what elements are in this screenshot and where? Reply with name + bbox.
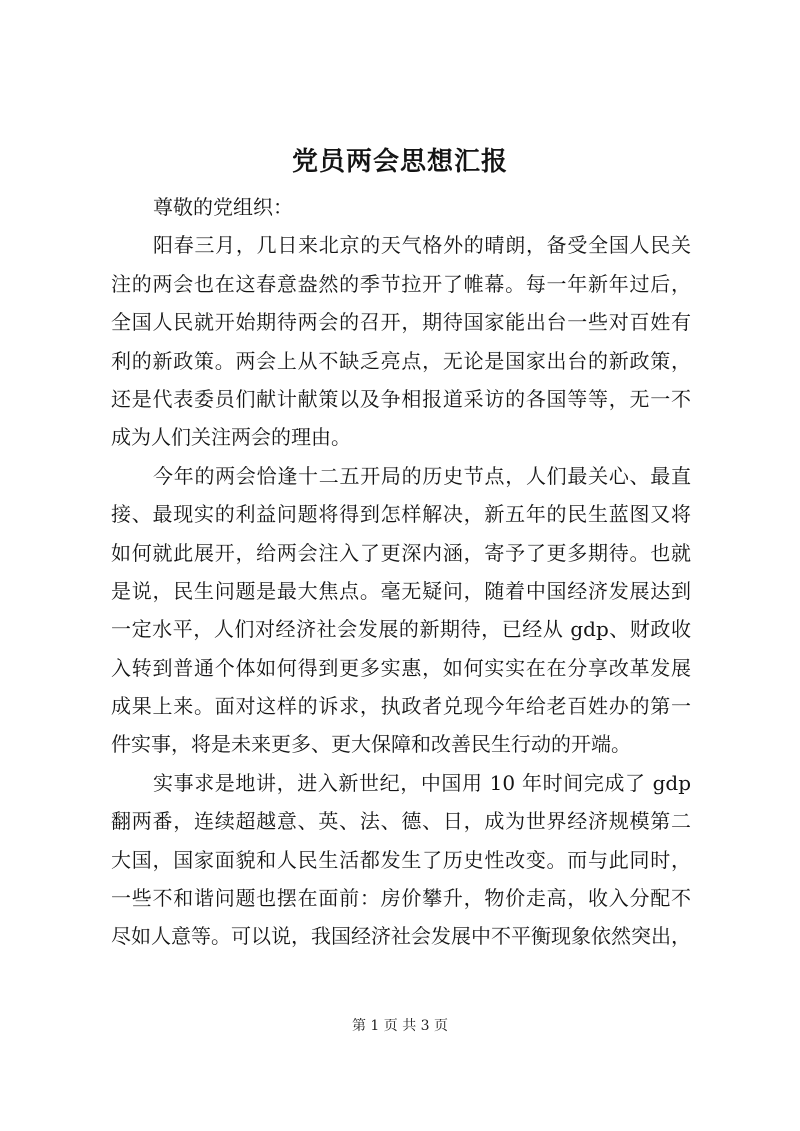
paragraph-line: 实事求是地讲，进入新世纪，中国用 10 年时间完成了 gdp xyxy=(153,770,691,795)
paragraph-line: 尽如人意等。可以说，我国经济社会发展中不平衡现象依然突出， xyxy=(111,924,691,949)
paragraph-line: 一些不和谐问题也摆在面前：房价攀升，物价走高，收入分配不 xyxy=(111,886,691,911)
paragraph-line: 利的新政策。两会上从不缺乏亮点，无论是国家出台的新政策， xyxy=(111,348,691,373)
paragraph-line: 是说，民生问题是最大焦点。毫无疑问，随着中国经济发展达到 xyxy=(111,578,691,603)
paragraph-line: 接、最现实的利益问题将得到怎样解决，新五年的民生蓝图又将 xyxy=(111,502,691,527)
paragraph-line: 一定水平，人们对经济社会发展的新期待，已经从 gdp、财政收 xyxy=(111,617,691,642)
paragraph-line: 注的两会也在这春意盎然的季节拉开了帷幕。每一年新年过后， xyxy=(111,271,691,296)
paragraph-line: 成为人们关注两会的理由。 xyxy=(111,425,351,450)
paragraph-3 xyxy=(111,764,691,956)
paragraph-line: 成果上来。面对这样的诉求，执政者兑现今年给老百姓办的第一 xyxy=(111,694,691,719)
paragraph-line: 如何就此展开，给两会注入了更深内涵，寄予了更多期待。也就 xyxy=(111,540,691,565)
paragraph-line: 阳春三月，几日来北京的天气格外的晴朗，备受全国人民关 xyxy=(153,233,691,258)
salutation: 尊敬的党组织： xyxy=(153,195,293,219)
page-indicator: 第 1 页 共 3 页 xyxy=(351,1018,449,1034)
paragraph-line: 件实事，将是未来更多、更大保障和改善民生行动的开端。 xyxy=(111,732,631,757)
paragraph-1 xyxy=(111,226,691,456)
paragraph-line: 还是代表委员们献计献策以及争相报道采访的各国等等，无一不 xyxy=(111,386,691,411)
paragraph-line: 全国人民就开始期待两会的召开，期待国家能出台一些对百姓有 xyxy=(111,310,691,335)
paragraph-line: 翻两番，连续超越意、英、法、德、日，成为世界经济规模第二 xyxy=(111,809,691,834)
paragraph-2 xyxy=(111,457,691,764)
paragraph-line: 今年的两会恰逢十二五开局的历史节点，人们最关心、最直 xyxy=(153,463,691,488)
paragraph-line: 大国，国家面貌和人民生活都发生了历史性改变。而与此同时， xyxy=(111,847,691,872)
document-title: 党员两会思想汇报 xyxy=(291,147,508,177)
document-body xyxy=(111,188,691,956)
paragraph-line: 入转到普通个体如何得到更多实惠，如何实实在在分享改革发展 xyxy=(111,655,691,680)
